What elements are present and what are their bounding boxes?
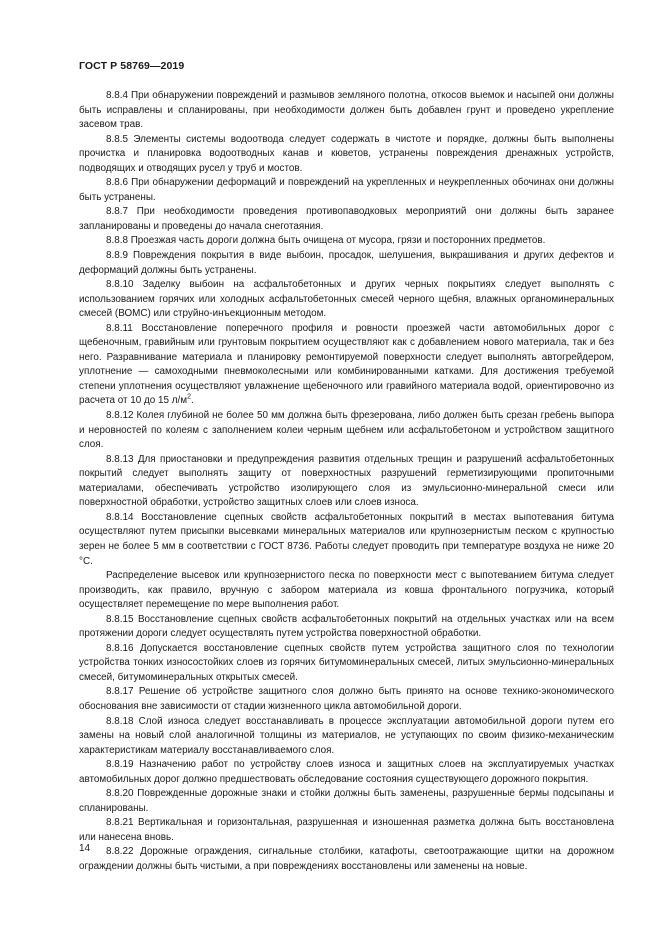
paragraph-8-8-20: 8.8.20 Поврежденные дорожные знаки и стойки должны быть заменены, разрушенные бермы подсыпаны и спланированы. xyxy=(79,788,614,814)
paragraph-8-8-10: 8.8.10 Заделку выбоин на асфальтобетонных и других черных покрытиях следует выполнять с использованием горячих или холодных асфальтобетонных смесей черного щебня, влажных органоминеральных смесей (ВОМС) или струйно-инъекционным методом. xyxy=(79,279,614,320)
document-body xyxy=(79,89,614,875)
paragraph-8-8-11 xyxy=(79,322,614,409)
paragraph-8-8-5: 8.8.5 Элементы системы водоотвода следует содержать в чистоте и порядке, должны быть выполнены прочистка и планировка водоотводных канав и кюветов, устранены повреждения дренажных устройств, подводящих и отводящих русел у труб и мостов. xyxy=(79,133,614,174)
paragraph-8-8-7: 8.8.7 При необходимости проведения противопаводковых мероприятий они должны быть заранее запланированы и проведены до начала снеготаяния. xyxy=(79,206,614,232)
paragraph-8-8-11-text: 8.8.11 Восстановление поперечного профиля и ровности проезжей части автомобильных дорог с щебеночным, гравийным или грунтовым покрытием осуществляют как с добавлением нового материала, так и без него. Разравнивание материала и планировку ремонтируемой поверхности следует выполнять автогрейдером, уплотнение — самоходными пневмоколесными или комбинированными катками. Для достижения требуемой степени уплотнения осуществляют увлажнение щебеночного или гравийного материала водой, ориентировочно из расчета от 10 до 15 л/м xyxy=(79,322,614,407)
paragraph-8-8-21: 8.8.21 Вертикальная и горизонтальная, разрушенная и изношенная разметка должна быть восстановлена или нанесена вновь. xyxy=(79,817,614,843)
superscript-square: 2 xyxy=(187,394,191,402)
paragraph-8-8-16: 8.8.16 Допускается восстановление сцепных свойств путем устройства защитного слоя по технологии устройства тонких износостойких слоев из горячих битумоминеральных смесей, литых эмульсионно-минеральных смесей, битумоминеральных открытых смесей. xyxy=(79,642,614,683)
paragraph-8-8-22: 8.8.22 Дорожные ограждения, сигнальные столбики, катафоты, светоотражающие щитки на дорожном ограждении должны быть чистыми, а при повреждениях восстановлены или заменены на новые. xyxy=(79,846,614,872)
paragraph-8-8-12: 8.8.12 Колея глубиной не более 50 мм должна быть фрезерована, либо должен быть срезан гребень выпора и неровностей по колеям с заполнением колеи черным щебнем или асфальтобетоном и устройством защитного слоя. xyxy=(79,410,614,451)
paragraph-8-8-18: 8.8.18 Слой износа следует восстанавливать в процессе эксплуатации автомобильной дороги путем его замены на новый слой аналогичной толщины из материалов, не уступающих по своим физико-механическим характеристикам материалу восстанавливаемого слоя. xyxy=(79,715,614,756)
paragraph-8-8-4: 8.8.4 При обнаружении повреждений и размывов земляного полотна, откосов выемок и насыпей они должны быть исправлены и спланированы, при необходимости должен быть добавлен грунт и проведено укрепление засевом трав. xyxy=(79,90,614,131)
paragraph-8-8-15: 8.8.15 Восстановление сцепных свойств асфальтобетонных покрытий на отдельных участках или на всем протяжении дороги следует осуществлять путем устройства поверхностной обработки. xyxy=(79,613,614,640)
page-number: 14 xyxy=(79,843,91,854)
paragraph-8-8-14: 8.8.14 Восстановление сцепных свойств асфальтобетонных покрытий в местах выпотевания битума осуществляют путем присыпки высевками минеральных материалов или крупнозернистым песком с крупностью зерен не более 5 мм в соответствии с ГОСТ 8736. Работы следует проводить при температуре воздуха не ниже 20 °С. xyxy=(79,511,614,567)
document-header: ГОСТ Р 58769—2019 xyxy=(79,60,185,72)
paragraph-8-8-9: 8.8.9 Повреждения покрытия в виде выбоин, просадок, шелушения, выкрашивания и других дефектов и деформаций должны быть устранены. xyxy=(79,250,614,276)
paragraph-8-8-14-continued: Распределение высевок или крупнозернистого песка по поверхности мест с выпотеванием битума следует производить, как правило, вручную с забором материала из ковша фронтального погрузчика, который осуществляет перемещение по мере выполнения работ. xyxy=(79,570,614,611)
paragraph-end-period: . xyxy=(190,395,194,407)
paragraph-8-8-8: 8.8.8 Проезжая часть дороги должна быть очищена от мусора, грязи и посторонних предметов. xyxy=(106,235,546,247)
paragraph-8-8-13: 8.8.13 Для приостановки и предупреждения развития отдельных трещин и разрушений асфальтобетонных покрытий следует выполнять защиту от поверхностных разрушений герметизирующими пропиточными материалами, обеспечивать устройство изолирующего слоя из эмульсионно-минеральной смеси или поверхностной обработки, устройство защитных слоев или слоев износа. xyxy=(79,453,614,509)
paragraph-8-8-6: 8.8.6 При обнаружении деформаций и повреждений на укрепленных и неукрепленных обочинах они должны быть устранены. xyxy=(79,177,614,203)
paragraph-8-8-19: 8.8.19 Назначению работ по устройству слоев износа и защитных слоев на эксплуатируемых участках автомобильных дорог должно предшествовать обследование состояния существующего дорожного покрытия. xyxy=(79,759,614,785)
paragraph-8-8-17: 8.8.17 Решение об устройстве защитного слоя должно быть принято на основе технико-экономического обоснования вне зависимости от стадии жизненного цикла автомобильной дороги. xyxy=(79,686,614,712)
